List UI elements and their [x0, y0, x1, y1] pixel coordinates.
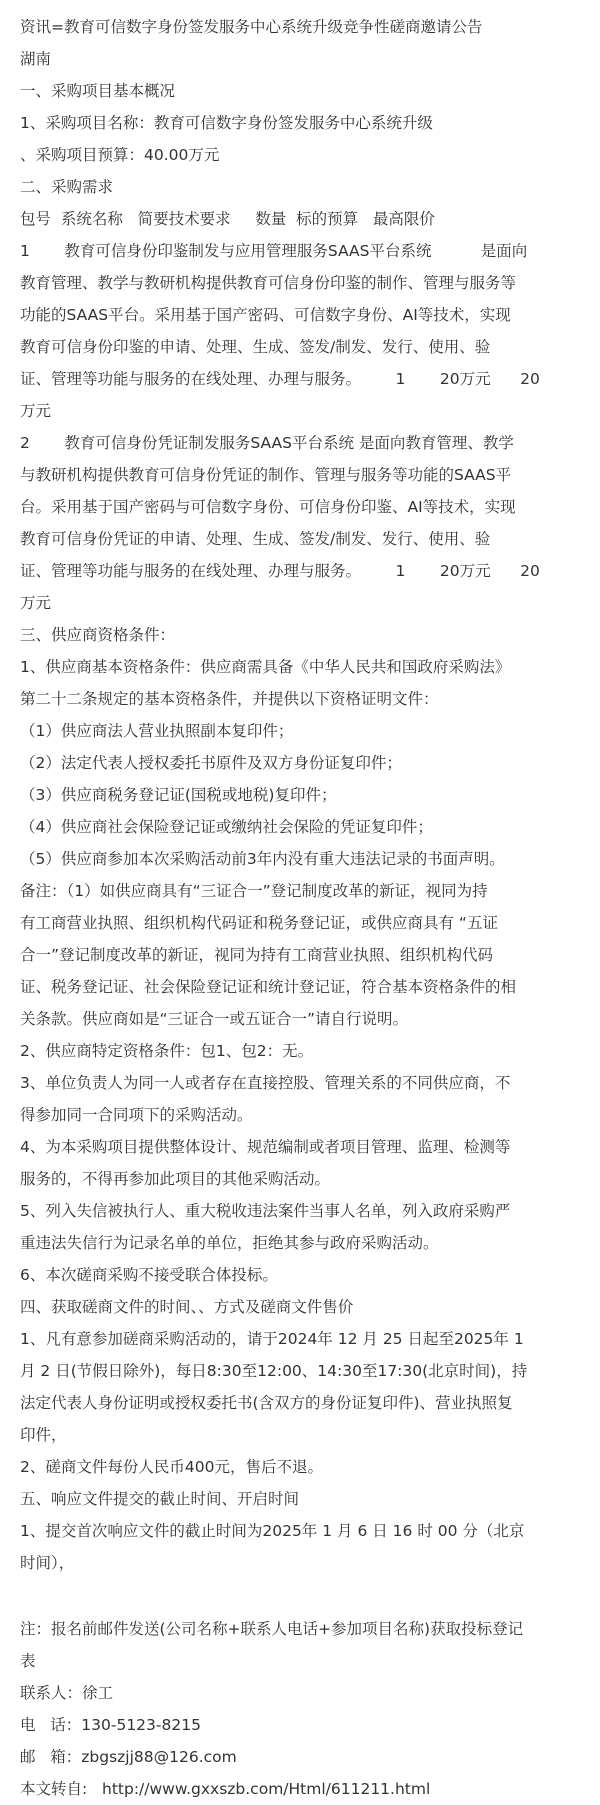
package2-line: 教育可信身份凭证的申请、处理、生成、签发/制发、发行、使用、验: [20, 530, 491, 548]
document-acquisition: 法定代表人身份证明或授权委托书(含双方的身份证复印件)、营业执照复: [20, 1394, 513, 1412]
registration-note: 注：报名前邮件发送(公司名称+联系人电话+参加项目名称)获取投标登记: [20, 1620, 524, 1638]
specific-qualification: 2、供应商特定资格条件：包1、包2：无。: [20, 1042, 314, 1060]
section3-heading: 三、供应商资格条件：: [20, 626, 176, 644]
remark-line: 有工商营业执照、组织机构代码证和税务登记证，或供应商具有 “五证: [20, 914, 498, 932]
section5-heading: 五、响应文件提交的截止时间、开启时间: [20, 1490, 300, 1508]
remark-line: 备注：（1）如供应商具有“三证合一”登记制度改革的新证，视同为持: [20, 882, 488, 900]
project-budget: 、采购项目预算：40.00万元: [20, 146, 220, 164]
document-acquisition: 印件，: [20, 1426, 67, 1444]
package1-line: 教育管理、教学与教研机构提供教育可信身份印鉴的制作、管理与服务等: [20, 274, 517, 292]
package1-line: 功能的SAAS平台。采用基于国产密码、可信数字身份、AI等技术，实现: [20, 306, 511, 324]
submission-deadline: 时间），: [20, 1554, 75, 1572]
qualification-item: （5）供应商参加本次采购活动前3年内没有重大违法记录的书面声明。: [20, 850, 505, 868]
spacer: [20, 1579, 582, 1613]
document-acquisition: 1、凡有意参加磋商采购活动的，请于2024年 12 月 25 日起至2025年 1: [20, 1330, 524, 1348]
package1-line: 证、管理等功能与服务的在线处理、办理与服务。 1 20万元 20: [20, 370, 540, 388]
qualification-clause-3: 得参加同一合同项下的采购活动。: [20, 1106, 253, 1124]
qualification-clause-4: 4、为本采购项目提供整体设计、规范编制或者项目管理、监理、检测等: [20, 1138, 511, 1156]
remark-line: 关条款。供应商如是“三证合一或五证合一”请自行说明。: [20, 1010, 409, 1028]
qualification-item: （3）供应商税务登记证(国税或地税)复印件；: [20, 786, 337, 804]
package2-line: 证、管理等功能与服务的在线处理、办理与服务。 1 20万元 20: [20, 562, 540, 580]
contact-phone: 电 话：130-5123-8215: [20, 1716, 201, 1734]
requirements-table-header: 包号 系统名称 简要技术要求 数量 标的预算 最高限价: [20, 210, 435, 228]
qualification-clause-5: 5、列入失信被执行人、重大税收违法案件当事人名单，列入政府采购严: [20, 1202, 511, 1220]
document-acquisition: 月 2 日(节假日除外)，每日8:30至12:00、14:30至17:30(北京时间)，持: [20, 1362, 528, 1380]
package2-line: 与教研机构提供教育可信身份凭证的制作、管理与服务等功能的SAAS平: [20, 466, 512, 484]
source-link[interactable]: 本文转自: http://www.gxxszb.com/Html/611211.html: [20, 1780, 431, 1798]
section4-heading: 四、获取磋商文件的时间、、方式及磋商文件售价: [20, 1298, 354, 1316]
basic-qualification: 第二十二条规定的基本资格条件，并提供以下资格证明文件：: [20, 690, 439, 708]
document-title: 资讯=教育可信数字身份签发服务中心系统升级竞争性磋商邀请公告: [20, 18, 483, 36]
document-price: 2、磋商文件每份人民币400元，售后不退。: [20, 1458, 323, 1476]
package1-line: 1 教育可信身份印鉴制发与应用管理服务SAAS平台系统 是面向: [20, 242, 528, 260]
region-label: 湖南: [20, 50, 52, 68]
package2-line: 2 教育可信身份凭证制发服务SAAS平台系统 是面向教育管理、教学: [20, 434, 514, 452]
qualification-clause-3: 3、单位负责人为同一人或者存在直接控股、管理关系的不同供应商，不: [20, 1074, 511, 1092]
basic-qualification: 1、供应商基本资格条件：供应商需具备《中华人民共和国政府采购法》: [20, 658, 511, 676]
qualification-clause-6: 6、本次磋商采购不接受联合体投标。: [20, 1266, 278, 1284]
package1-line: 教育可信身份印鉴的申请、处理、生成、签发/制发、发行、使用、验: [20, 338, 491, 356]
contact-person: 联系人：徐工: [20, 1684, 114, 1702]
submission-deadline: 1、提交首次响应文件的截止时间为2025年 1 月 6 日 16 时 00 分（北京: [20, 1522, 525, 1540]
contact-email: 邮 箱：zbgszjj88@126.com: [20, 1748, 237, 1766]
remark-line: 合一”登记制度改革的新证，视同为持有工商营业执照、组织机构代码: [20, 946, 494, 964]
section1-heading: 一、采购项目基本概况: [20, 82, 176, 100]
package2-line: 万元: [20, 594, 52, 612]
package2-line: 台。采用基于国产密码与可信数字身份、可信身份印鉴、AI等技术，实现: [20, 498, 516, 516]
qualification-item: （4）供应商社会保险登记证或缴纳社会保险的凭证复印件；: [20, 818, 433, 836]
qualification-clause-5: 重违法失信行为记录名单的单位，拒绝其参与政府采购活动。: [20, 1234, 439, 1252]
qualification-clause-4: 服务的，不得再参加此项目的其他采购活动。: [20, 1170, 331, 1188]
qualification-item: （2）法定代表人授权委托书原件及双方身份证复印件；: [20, 754, 402, 772]
remark-line: 证、税务登记证、社会保险登记证和统计登记证，符合基本资格条件的相: [20, 978, 517, 996]
section2-heading: 二、采购需求: [20, 178, 114, 196]
project-name: 1、采购项目名称：教育可信数字身份签发服务中心系统升级: [20, 114, 433, 132]
package1-line: 万元: [20, 402, 52, 420]
registration-note: 表: [20, 1652, 36, 1670]
qualification-item: （1）供应商法人营业执照副本复印件；: [20, 722, 294, 740]
